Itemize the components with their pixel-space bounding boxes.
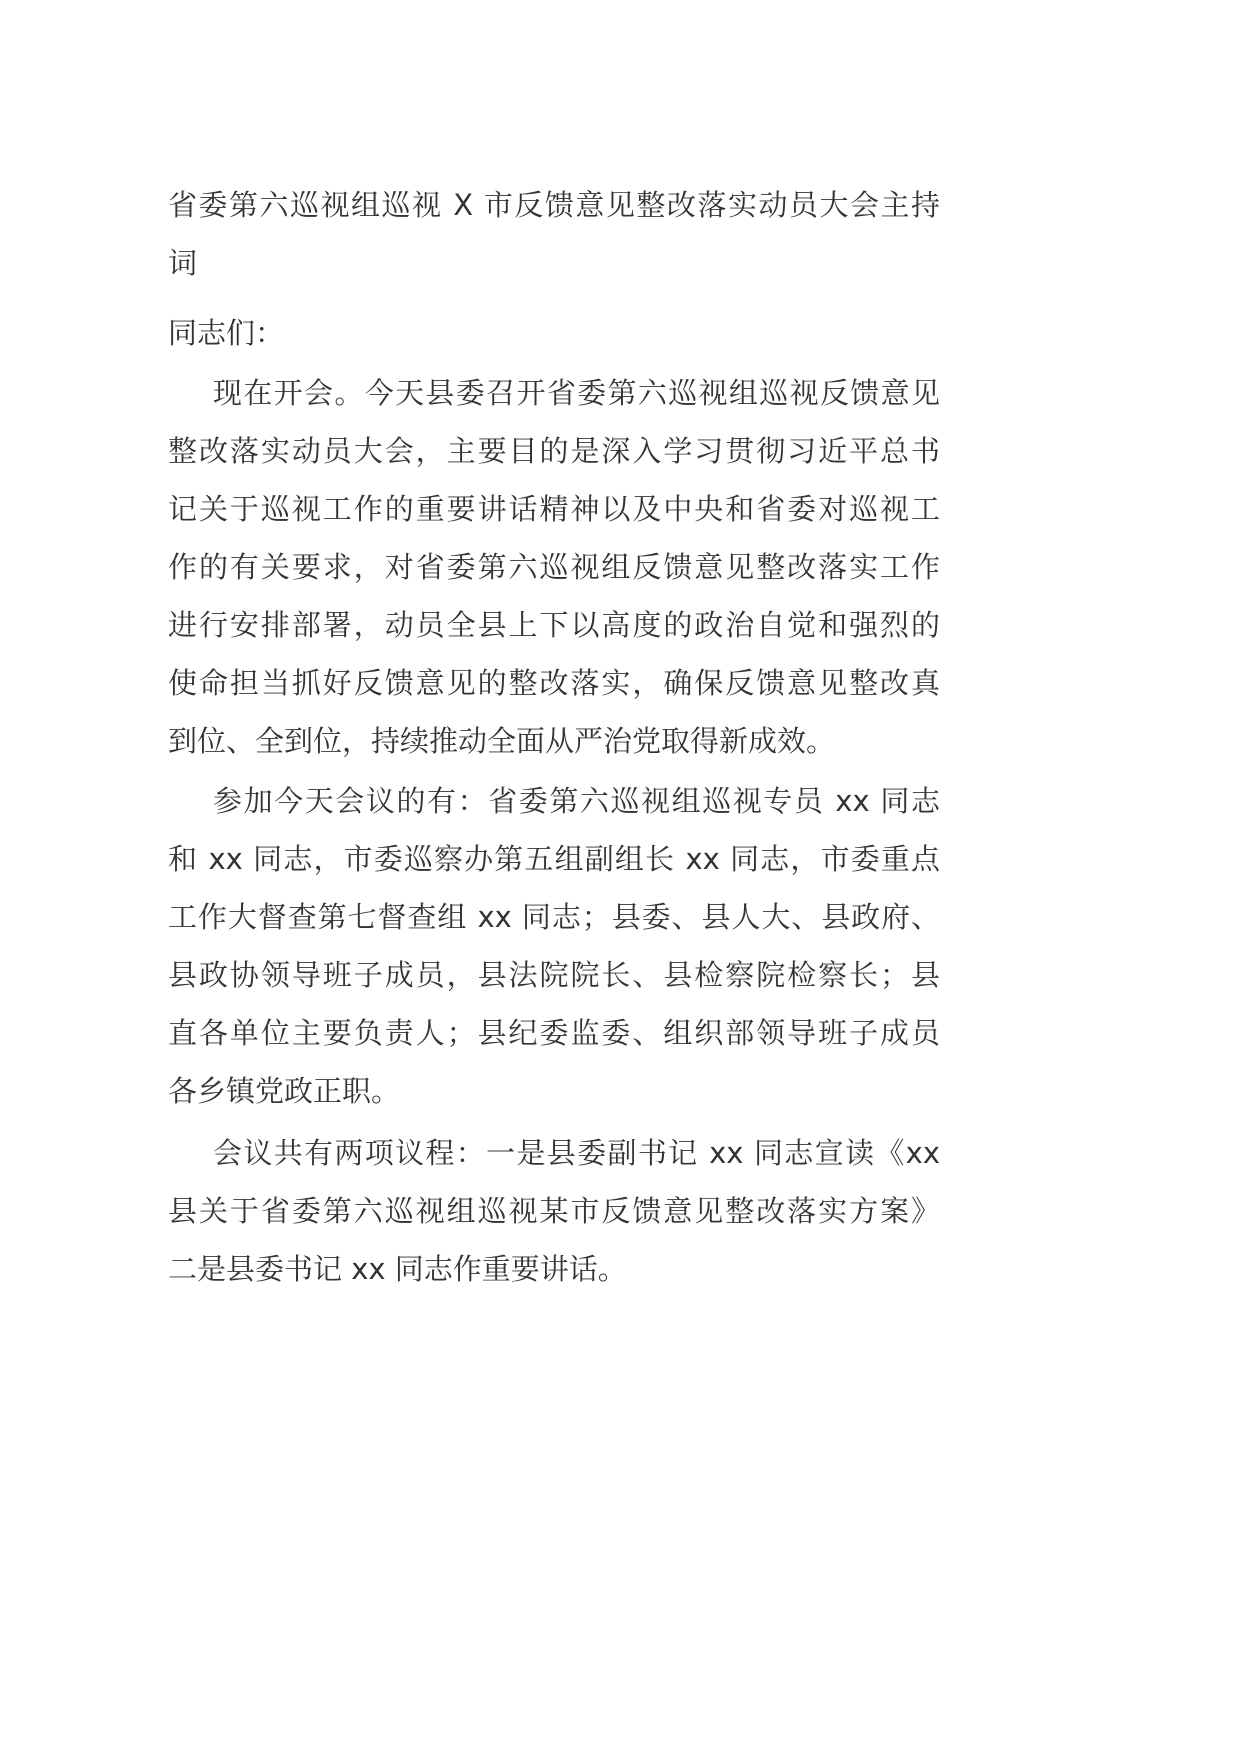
paragraph-line: 进行安排部署，动员全县上下以高度的政治自觉和强烈的 [168,608,940,642]
paragraph-opening [168,364,940,770]
paragraph-line: 直各单位主要负责人；县纪委监委、组织部领导班子成员 [168,1016,940,1050]
greeting-text: 同志们： [168,316,285,350]
paragraph-line: 整改落实动员大会，主要目的是深入学习贯彻习近平总书 [168,434,940,468]
paragraph-attendees [168,772,940,1120]
greeting [168,304,940,362]
paragraph-line: 各乡镇党政正职。 [168,1074,401,1108]
paragraph-line: 现在开会。今天县委召开省委第六巡视组巡视反馈意见 [213,376,940,410]
paragraph-line: 县政协领导班子成员，县法院院长、县检察院检察长；县 [168,958,940,992]
paragraph-line: 二是县委书记 xx 同志作重要讲话。 [168,1252,627,1286]
paragraph-line: 会议共有两项议程：一是县委副书记 xx 同志宣读《xx [213,1136,940,1170]
paragraph-line: 作的有关要求，对省委第六巡视组反馈意见整改落实工作 [168,550,940,584]
paragraph-line: 到位、全到位，持续推动全面从严治党取得新成效。 [168,724,836,758]
paragraph-line: 工作大督查第七督查组 xx 同志；县委、县人大、县政府、 [168,900,940,934]
paragraph-line: 参加今天会议的有：省委第六巡视组巡视专员 xx 同志 [213,784,940,818]
document-title [168,176,940,292]
paragraph-line: 使命担当抓好反馈意见的整改落实，确保反馈意见整改真 [168,666,940,700]
title-line: 词 [168,246,198,280]
paragraph-line: 县关于省委第六巡视组巡视某市反馈意见整改落实方案》 [168,1194,940,1228]
paragraph-line: 记关于巡视工作的重要讲话精神以及中央和省委对巡视工 [168,492,940,526]
paragraph-agenda [168,1124,940,1298]
paragraph-line: 和 xx 同志，市委巡察办第五组副组长 xx 同志，市委重点 [168,842,940,876]
title-line: 省委第六巡视组巡视 X 市反馈意见整改落实动员大会主持 [168,188,940,222]
